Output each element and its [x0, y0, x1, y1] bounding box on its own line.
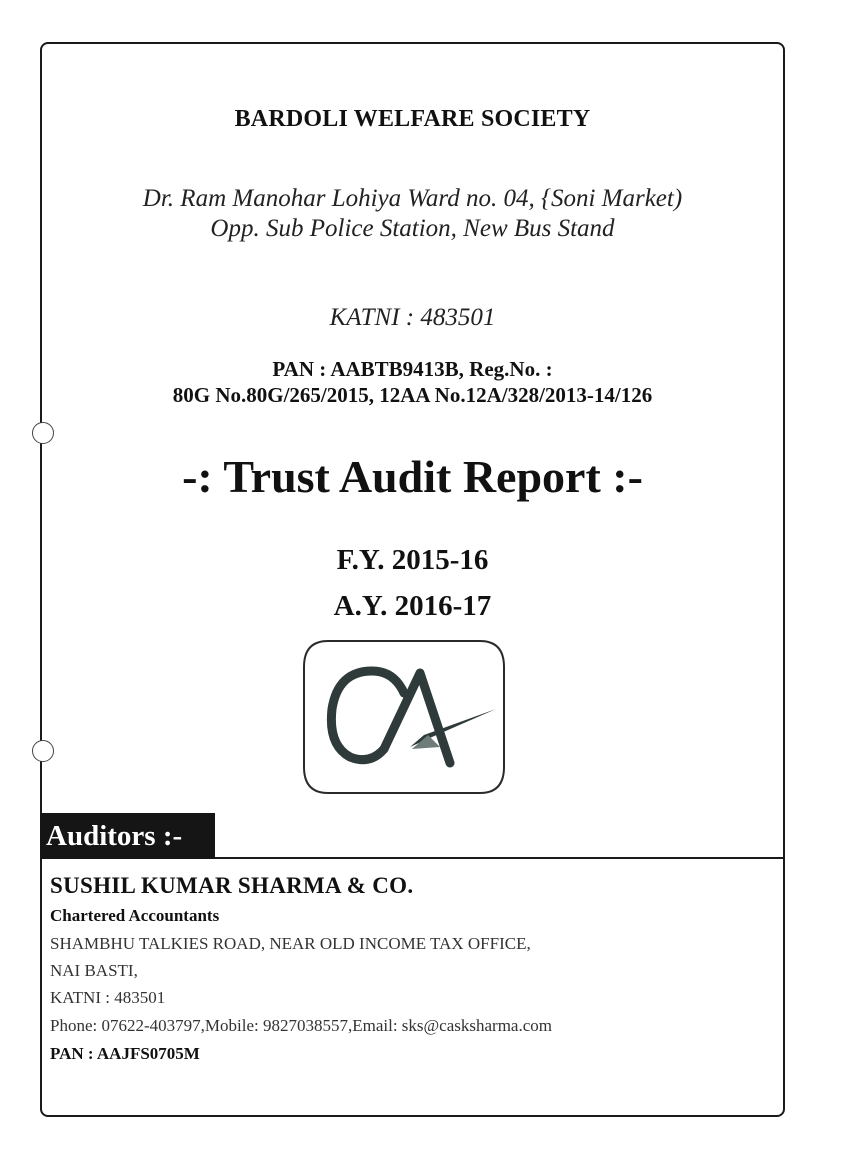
- society-address-line2: Opp. Sub Police Station, New Bus Stand: [210, 215, 615, 242]
- society-city: KATNI : 483501: [329, 304, 496, 331]
- auditor-pan: PAN : AAJFS0705M: [50, 1044, 200, 1063]
- report-years: [40, 537, 785, 629]
- punch-hole-bottom: [32, 740, 54, 762]
- auditor-address-line1: SHAMBHU TALKIES ROAD, NEAR OLD INCOME TAX OFFICE,: [50, 934, 531, 953]
- auditor-address-line3: KATNI : 483501: [50, 988, 166, 1007]
- financial-year: F.Y. 2015-16: [336, 544, 489, 576]
- auditors-divider: [215, 857, 785, 859]
- society-address: [40, 184, 785, 244]
- society-registration-numbers: 80G No.80G/265/2015, 12AA No.12A/328/2013-14/126: [172, 383, 653, 407]
- ca-logo-icon: [300, 637, 508, 797]
- society-pan-reg: PAN : AABTB9413B, Reg.No. :: [272, 357, 553, 381]
- auditor-firm-name: SUSHIL KUMAR SHARMA & CO.: [50, 873, 414, 898]
- society-address-line1: Dr. Ram Manohar Lohiya Ward no. 04, {Soni Market): [142, 185, 683, 212]
- auditor-address-line2: NAI BASTI,: [50, 961, 138, 980]
- society-name: BARDOLI WELFARE SOCIETY: [234, 106, 591, 132]
- society-registration: [40, 356, 785, 408]
- punch-hole-top: [32, 422, 54, 444]
- auditor-designation: Chartered Accountants: [50, 906, 220, 925]
- auditor-contact: Phone: 07622-403797,Mobile: 9827038557,Email: sks@casksharma.com: [50, 1016, 552, 1035]
- assessment-year: A.Y. 2016-17: [333, 590, 492, 622]
- report-title: -: Trust Audit Report :-: [182, 451, 643, 502]
- auditors-heading: Auditors :-: [40, 813, 215, 859]
